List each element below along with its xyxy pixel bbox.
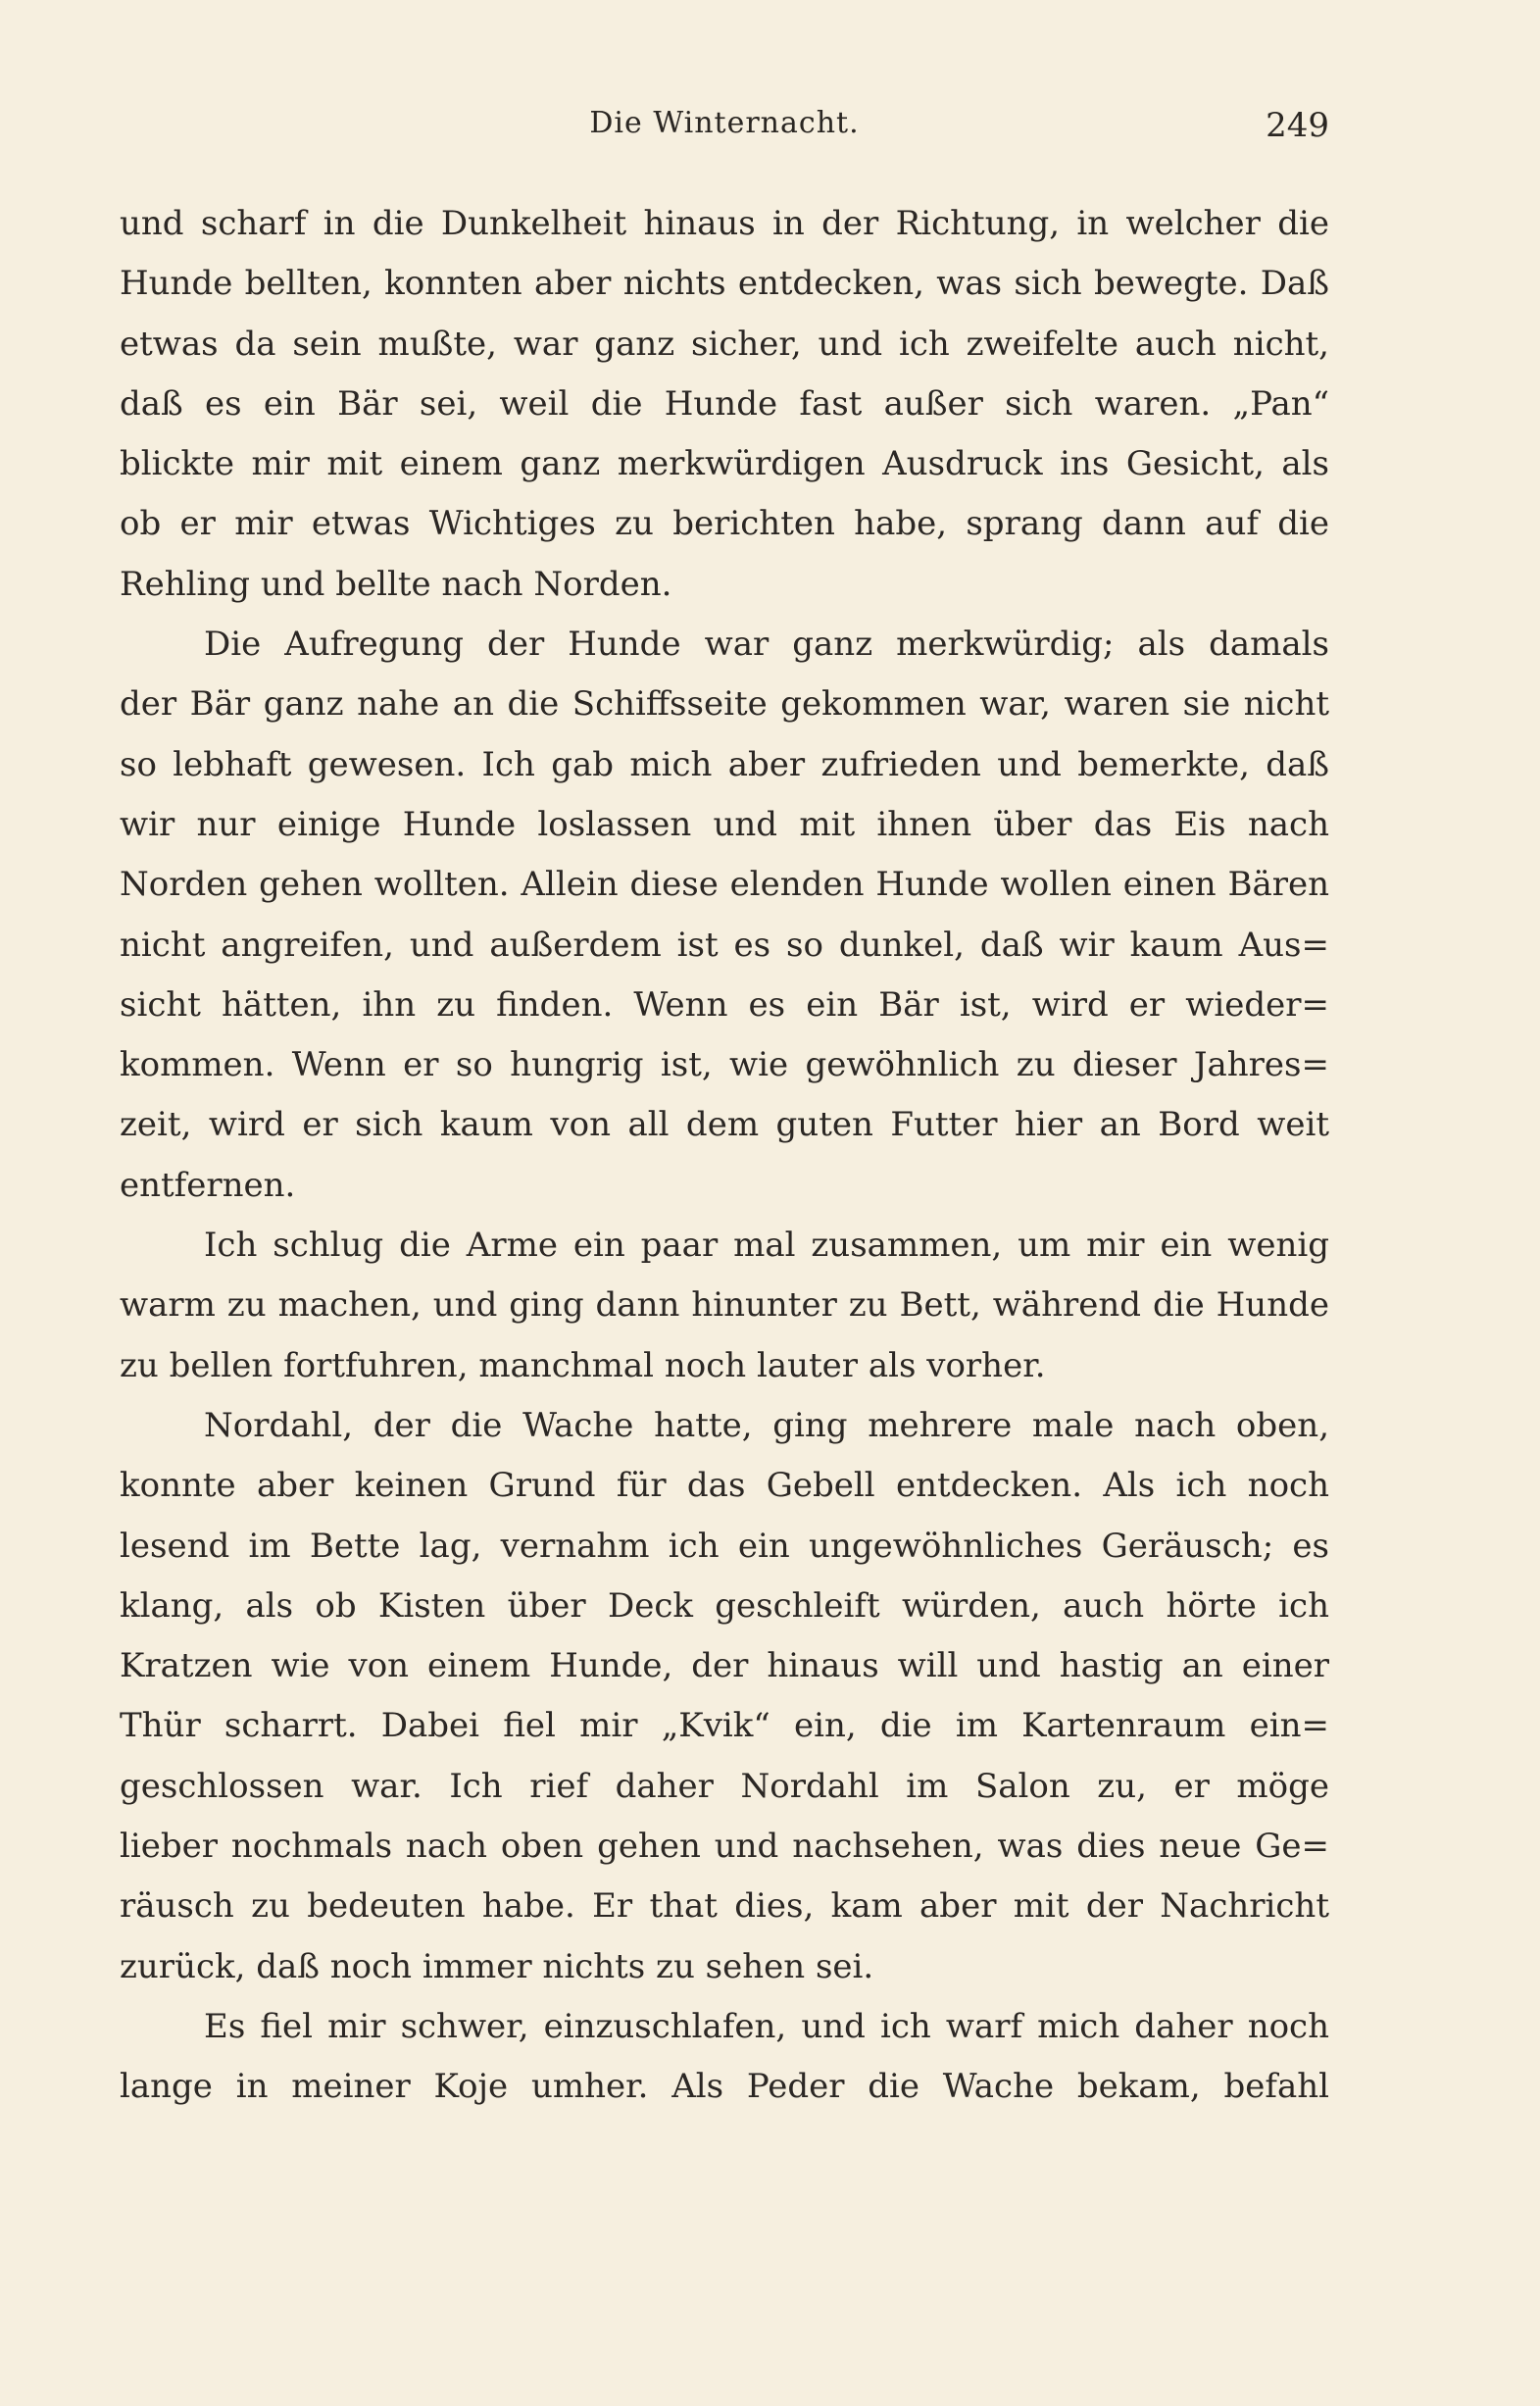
text-line: geschlossen war. Ich rief daher Nordahl im Salon zu, er möge bbox=[120, 1766, 1329, 1806]
text-line: blickte mir mit einem ganz merkwürdigen Ausdruck ins Gesicht, als bbox=[120, 444, 1329, 484]
text-line: zurück, daß noch immer nichts zu sehen sei. bbox=[120, 1946, 874, 1986]
body-text bbox=[120, 194, 1329, 2118]
text-line: räusch zu bedeuten habe. Er that dies, kam aber mit der Nachricht bbox=[120, 1886, 1329, 1927]
text-line: kommen. Wenn er so hungrig ist, wie gewöhnlich zu dieser Jahres= bbox=[120, 1045, 1329, 1085]
text-line: etwas da sein mußte, war ganz sicher, und ich zweifelte auch nicht, bbox=[120, 324, 1329, 364]
text-line: und scharf in die Dunkelheit hinaus in der Richtung, in welcher die bbox=[120, 204, 1329, 243]
text-line: Rehling und bellte nach Norden. bbox=[120, 564, 672, 604]
text-line: Kratzen wie von einem Hunde, der hinaus will und hastig an einer bbox=[120, 1646, 1329, 1686]
text-line: konnte aber keinen Grund für das Gebell entdecken. Als ich noch bbox=[120, 1466, 1329, 1506]
text-line: nicht angreifen, und außerdem ist es so dunkel, daß wir kaum Aus= bbox=[120, 925, 1329, 965]
text-line: zu bellen fortfuhren, manchmal noch lauter als vorher. bbox=[120, 1345, 1046, 1385]
text-line: zeit, wird er sich kaum von all dem guten Futter hier an Bord weit bbox=[120, 1105, 1329, 1145]
text-line: so lebhaft gewesen. Ich gab mich aber zufrieden und bemerkte, daß bbox=[120, 744, 1329, 784]
text-line: der Bär ganz nahe an die Schiffsseite gekommen war, waren sie nicht bbox=[120, 684, 1329, 725]
text-line: Thür scharrt. Dabei fiel mir „Kvik“ ein, die im Kartenraum ein= bbox=[120, 1706, 1329, 1746]
text-line: klang, als ob Kisten über Deck geschleift würden, auch hörte ich bbox=[120, 1585, 1329, 1626]
page-header bbox=[120, 106, 1329, 155]
text-line: Ich schlug die Arme ein paar mal zusammen, um mir ein wenig bbox=[204, 1226, 1329, 1266]
text-line: entfernen. bbox=[120, 1165, 296, 1205]
text-line: lesend im Bette lag, vernahm ich ein ungewöhnliches Geräusch; es bbox=[120, 1526, 1329, 1566]
text-line: Nordahl, der die Wache hatte, ging mehrere male nach oben, bbox=[204, 1405, 1329, 1445]
text-line: ob er mir etwas Wichtiges zu berichten habe, sprang dann auf die bbox=[120, 504, 1329, 544]
text-line: warm zu machen, und ging dann hinunter zu Bett, während die Hunde bbox=[120, 1285, 1329, 1326]
page-number: 249 bbox=[1266, 106, 1329, 145]
running-title: Die Winternacht. bbox=[589, 106, 860, 140]
text-line: wir nur einige Hunde loslassen und mit ihnen über das Eis nach bbox=[120, 804, 1329, 844]
text-line: daß es ein Bär sei, weil die Hunde fast außer sich waren. „Pan“ bbox=[120, 383, 1329, 424]
text-line: sicht hätten, ihn zu finden. Wenn es ein Bär ist, wird er wieder= bbox=[120, 984, 1329, 1025]
text-line: Die Aufregung der Hunde war ganz merkwürdig; als damals bbox=[204, 625, 1329, 665]
text-line: Es fiel mir schwer, einzuschlafen, und ich warf mich daher noch bbox=[204, 2006, 1329, 2046]
text-line: Hunde bellten, konnten aber nichts entdecken, was sich bewegte. Daß bbox=[120, 264, 1329, 304]
text-line: Norden gehen wollten. Allein diese elenden Hunde wollen einen Bären bbox=[120, 865, 1329, 905]
text-line: lieber nochmals nach oben gehen und nachsehen, was dies neue Ge= bbox=[120, 1827, 1329, 1867]
text-line: lange in meiner Koje umher. Als Peder die Wache bekam, befahl bbox=[120, 2067, 1329, 2107]
